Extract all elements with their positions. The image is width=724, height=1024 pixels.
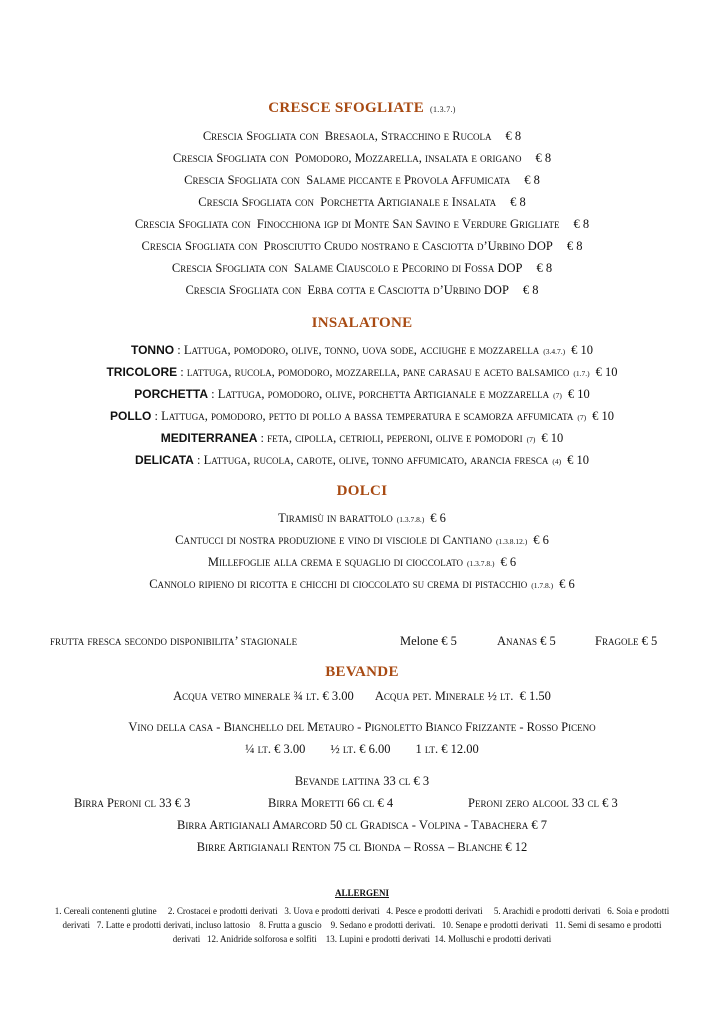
insalatone-item-text: : Lattuga, rucola, carote, olive, tonno affumicato, arancia fresca [193,453,549,467]
cresce-item [0,195,724,210]
bevande-lattina: Bevande lattina 33 cl € 3 [294,774,430,788]
insalatone-item-allergens: (3.4.7.) [543,347,566,356]
cresce-item-text: Crescia Sfogliata con Prosciutto Crudo nostrano e Casciotta d’Urbino DOP [141,239,553,253]
insalatone-item-price: € 10 [567,387,590,401]
section-title-cresce [0,100,724,117]
dolci-item-allergens: (1.3.7.8.) [396,515,425,524]
allergeni-line-2: derivati 7. Latte e prodotti derivati, incluso lattosio 8. Frutta a guscio 9. Sedano e prodotti derivati. 10. Senape e prodotti derivati 11. Semi di sesamo e prodotti [62,920,662,930]
insalatone-item-name: POLLO [110,409,152,423]
insalatone-item-name: TRICOLORE [106,365,178,379]
insalatone-item-text: : Lattuga, pomodoro, petto di pollo a bassa temperatura e scamorza affumicata [151,409,574,423]
insalatone-item-price: € 10 [541,431,564,445]
dolci-item-allergens: (1.7.8.) [531,581,554,590]
bevande-vino-prices: ¼ lt. € 3.00 ½ lt. € 6.00 1 lt. € 12.00 [245,742,479,756]
frutta-fragole: Fragole € 5 [595,634,658,648]
insalatone-item-price: € 10 [571,343,593,357]
dolci-item-text: Tiramisù in barattolo [278,511,393,525]
birra-peroni: Birra Peroni cl 33 € 3 [74,796,191,810]
insalatone-item-allergens: (7) [577,413,587,422]
cresce-item-price: € 8 [510,195,526,209]
insalatone-item [0,409,724,424]
allergeni-text [20,904,704,946]
birra-peroni-zero: Peroni zero alcool 33 cl € 3 [468,796,618,810]
cresce-item-price: € 8 [524,173,540,187]
insalatone-item-allergens: (4) [552,457,562,466]
dolci-item-price: € 6 [430,511,446,525]
insalatone-item-price: € 10 [592,409,614,423]
dolci-item [0,511,724,526]
insalatone-item-allergens: (7) [526,435,536,444]
bevande-vino: Vino della casa - Bianchello del Metauro - Pignoletto Bianco Frizzante - Rosso Piceno [128,720,596,734]
birra-artigianale-amarcord: Birra Artigianali Amarcord 50 cl Gradisca - Volpina - Tabachera € 7 [177,818,547,832]
section-title-bevande [0,664,724,681]
insalatone-item [0,387,724,402]
cresce-item-text: Crescia Sfogliata con Erba cotta e Casciotta d’Urbino DOP [185,283,509,297]
insalatone-item-allergens: (1.7.) [573,369,590,378]
allergeni-title: ALLERGENI [334,888,389,898]
insalatone-item-name: TONNO [130,343,175,357]
cresce-item-text: Crescia Sfogliata con Porchetta Artigianale e Insalata [198,195,497,209]
cresce-item-text: Crescia Sfogliata con Bresaola, Stracchino e Rucola [202,129,492,143]
insalatone-item-text: : feta, cipolla, cetrioli, peperoni, olive e pomodori [257,431,523,445]
dolci-item-text: Millefoglie alla crema e squaglio di cioccolato [207,555,464,569]
cresce-item [0,129,724,144]
dolci-item-text: Cantucci di nostra produzione e vino di visciole di Cantiano [175,533,492,547]
cresce-item [0,173,724,188]
insalatone-title: INSALATONE [311,315,413,331]
cresce-item [0,283,724,298]
insalatone-item-name: MEDITERRANEA [160,431,258,445]
cresce-item [0,151,724,166]
cresce-item [0,217,724,232]
insalatone-item [0,453,724,468]
insalatone-item-name: PORCHETTA [134,387,209,401]
cresce-item-price: € 8 [536,261,553,275]
frutta-ananas: Ananas € 5 [497,634,556,648]
birra-moretti: Birra Moretti 66 cl € 4 [268,796,394,810]
cresce-item [0,239,724,254]
dolci-item-text: Cannolo ripieno di ricotta e chicchi di cioccolato su crema di pistacchio [149,577,528,591]
insalatone-item-price: € 10 [567,453,590,467]
dolci-item-price: € 6 [500,555,517,569]
dolci-item [0,555,724,570]
bevande-acqua: Acqua vetro minerale ¾ lt. € 3.00 Acqua pet. Minerale ½ lt. € 1.50 [173,689,551,703]
dolci-item-allergens: (1.3.8.12.) [495,537,528,546]
insalatone-item-text: : Lattuga, pomodoro, olive, tonno, uova sode, acciughe e mozzarella [174,343,540,357]
section-title-dolci [0,483,724,500]
dolci-item-allergens: (1.3.7.8.) [467,559,495,568]
cresce-item-text: Crescia Sfogliata con Finocchiona igp di Monte San Savino e Verdure Grigliate [134,217,560,231]
birra-artigianale-renton: Birre Artigianali Renton 75 cl Bionda – Rossa – Blanche € 12 [196,840,528,854]
insalatone-item [0,343,724,358]
cresce-item-text: Crescia Sfogliata con Salame piccante e Provola Affumicata [184,173,511,187]
cresce-item-price: € 8 [535,151,552,165]
section-title-insalatone [0,315,724,332]
dolci-item [0,533,724,548]
bevande-title: BEVANDE [325,664,399,680]
insalatone-item-price: € 10 [595,365,618,379]
insalatone-item-text: : lattuga, rucola, pomodoro, mozzarella, pane carasau e aceto balsamico [177,365,570,379]
cresce-item-price: € 8 [566,239,583,253]
frutta-label: frutta fresca secondo disponibilita’ stagionale [50,634,298,648]
cresce-item-text: Crescia Sfogliata con Salame Ciauscolo e Pecorino di Fossa DOP [171,261,523,275]
dolci-item [0,577,724,592]
cresce-allergens: (1.3.7.) [430,105,456,114]
allergeni-line-3: derivati 12. Anidride solforosa e solfiti 13. Lupini e prodotti derivati 14. Molluschi e prodotti derivati [172,934,552,944]
cresce-item-text: Crescia Sfogliata con Pomodoro, Mozzarella, insalata e origano [172,151,522,165]
insalatone-item-allergens: (7) [553,391,562,400]
dolci-item-price: € 6 [559,577,575,591]
frutta-melone: Melone € 5 [400,634,457,648]
cresce-item-price: € 8 [573,217,590,231]
dolci-title: DOLCI [336,483,388,499]
insalatone-item [0,365,724,380]
dolci-item-price: € 6 [533,533,549,547]
cresce-item-price: € 8 [522,283,539,297]
insalatone-item [0,431,724,446]
insalatone-item-text: : Lattuga, pomodoro, olive, porchetta Artigianale e mozzarella [208,387,550,401]
allergeni-line-1: 1. Cereali contenenti glutine 2. Crostacei e prodotti derivati 3. Uova e prodotti derivati 4. Pesce e prodotti derivati 5. Arachidi e prodotti derivati 6. Soia e prodotti [54,906,670,916]
cresce-item [0,261,724,276]
cresce-item-price: € 8 [505,129,522,143]
cresce-title: CRESCE SFOGLIATE [268,100,425,116]
insalatone-item-name: DELICATA [134,453,194,467]
